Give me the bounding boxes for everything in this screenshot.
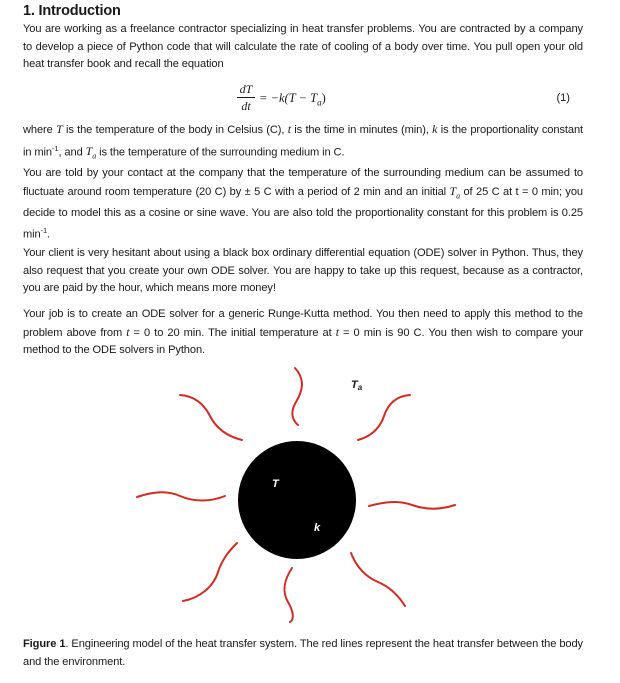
var-T: T (56, 122, 63, 136)
told-text-3: . (47, 228, 51, 241)
fraction-numerator: dT (239, 82, 253, 96)
where-sup: -1 (52, 143, 59, 153)
section-heading: 1. Introduction (23, 3, 121, 19)
equation-rhs-close: ) (321, 91, 326, 105)
job-text-2: = 0 to 20 min. The initial temperature at (129, 326, 336, 339)
var-Ta-sub: a (92, 151, 97, 161)
label-ta-main: T (351, 379, 358, 391)
var-t-2: t (126, 324, 130, 339)
heat-line-bottom (285, 568, 293, 622)
var-t-3: t (335, 324, 339, 339)
heat-line-top (292, 368, 302, 425)
body-circle (238, 441, 356, 559)
label-k: k (314, 522, 321, 534)
var-Ta-main: T (85, 144, 93, 159)
label-ta-sub: a (357, 383, 363, 392)
heat-line-bottom-right (351, 553, 405, 606)
var-t: t (287, 122, 291, 136)
equation-rhs-text: = −k(T − T (259, 91, 318, 105)
where-text-5: , and (58, 146, 86, 159)
var-Ta-2-sub: a (456, 190, 461, 200)
where-text-2: is the temperature of the body in Celsius (C), (62, 124, 288, 136)
where-text-1: where (23, 124, 57, 136)
equation-number: (1) (556, 92, 570, 104)
fraction-denominator: dt (241, 99, 251, 113)
var-k: k (432, 122, 438, 136)
label-ta (351, 379, 363, 392)
equation-rhs-sub: a (317, 97, 322, 108)
client-paragraph: Your client is very hesitant about using a black box ordinary differential equation (ODE) solver in Python. Thus, they also request that you create your own ODE solver. You are happy to take up this request, because as a contractor, you are paid by the hour, which means more money! (23, 247, 583, 295)
heat-line-top-right (358, 395, 410, 440)
heat-line-right (369, 502, 455, 509)
intro-paragraph: You are working as a freelance contractor specializing in heat transfer problems. You are contracted by a company to develop a piece of Python code that will calculate the rate of cooling of a body over time. You pull open your old heat transfer book and recall the equation (23, 23, 583, 71)
where-text-6: is the temperature of the surrounding medium in C. (96, 146, 345, 159)
told-sup: -1 (40, 226, 48, 236)
told-text-2: of 25 C at t = 0 min; you decide to model this as a cosine or sine wave. You are also told the proportionality constant for this problem is 0.25 min (23, 185, 583, 241)
var-Ta-2-main: T (449, 183, 457, 198)
heat-line-left (137, 492, 225, 500)
told-text-1: You are told by your contact at the company that the temperature of the surrounding medium can be assumed to fluctuate around room temperature (20 C) by ± 5 C with a period of 2 min and an initial (23, 167, 583, 198)
job-text-1: Your job is to create an ODE solver for a generic Runge-Kutta method. You then need to apply this method to the problem above from (23, 308, 583, 339)
heat-line-top-left (180, 395, 242, 440)
caption-label: Figure 1 (23, 638, 66, 650)
heat-line-bottom-left (183, 543, 237, 601)
caption-text: . Engineering model of the heat transfer system. The red lines represent the heat transfer between the body and the environment. (23, 638, 583, 668)
label-t: T (272, 478, 279, 490)
where-text-3: is the time in minutes (min), (290, 124, 433, 136)
job-text-3: = 0 min is 90 C. You then wish to compare your method to the ODE solvers in Python. (23, 326, 583, 357)
where-text-4: is the proportionality constant in min (23, 124, 584, 159)
